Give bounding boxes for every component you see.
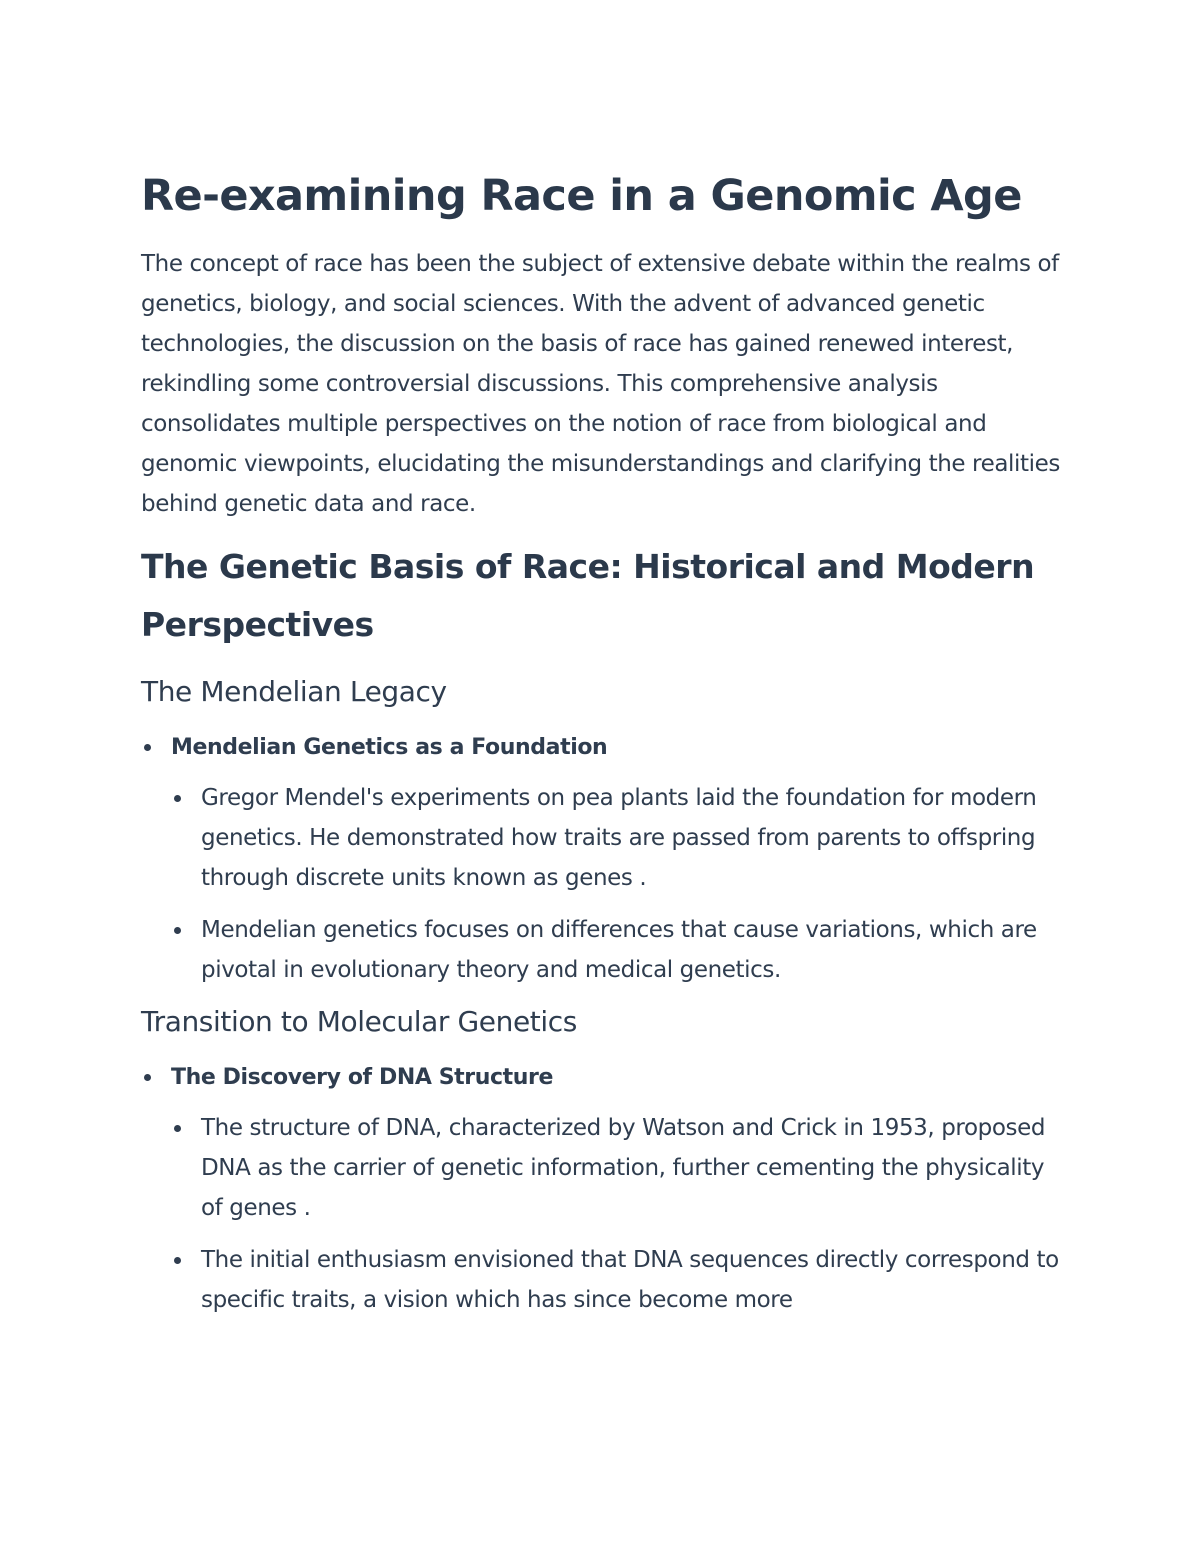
list-item (141, 1058, 1061, 1320)
list-item (141, 728, 1061, 990)
list-item: Gregor Mendel's experiments on pea plants laid the foundation for modern genetics. He demonstrated how traits are passed from parents to offspring through discrete units known as genes . (171, 778, 1061, 898)
molecular-bullet-list (141, 1058, 1061, 1320)
list-item: Mendelian genetics focuses on differences that cause variations, which are pivotal in evolutionary theory and medical genetics. (171, 910, 1061, 990)
document-title: Re-examining Race in a Genomic Age (141, 171, 1022, 221)
mendelian-bullet-list (141, 728, 1061, 990)
list-item: The initial enthusiasm envisioned that DNA sequences directly correspond to specific traits, a vision which has since become more (171, 1240, 1061, 1320)
intro-paragraph: The concept of race has been the subject of extensive debate within the realms of genetics, biology, and social sciences. With the advent of advanced genetic technologies, the discussion on the basis of race has gained renewed interest, rekindling some controversial discussions. This comprehensive analysis consolidates multiple perspectives on the notion of race from biological and genomic viewpoints, elucidating the misunderstandings and clarifying the realities behind genetic data and race. (141, 251, 1060, 517)
subsection-heading-mendelian-legacy: The Mendelian Legacy (141, 675, 447, 708)
section-heading-genetic-basis: The Genetic Basis of Race: Historical and Modern Perspectives (141, 547, 1035, 644)
bullet-title-dna-structure: The Discovery of DNA Structure (171, 1065, 553, 1090)
bullet-title-mendelian-genetics: Mendelian Genetics as a Foundation (171, 735, 608, 760)
molecular-sub-list (171, 1108, 1061, 1320)
list-item: The structure of DNA, characterized by Watson and Crick in 1953, proposed DNA as the carrier of genetic information, further cementing the physicality of genes . (171, 1108, 1061, 1228)
mendelian-sub-list (171, 778, 1061, 990)
subsection-heading-molecular-genetics: Transition to Molecular Genetics (141, 1005, 577, 1038)
document-page (141, 170, 1061, 1332)
